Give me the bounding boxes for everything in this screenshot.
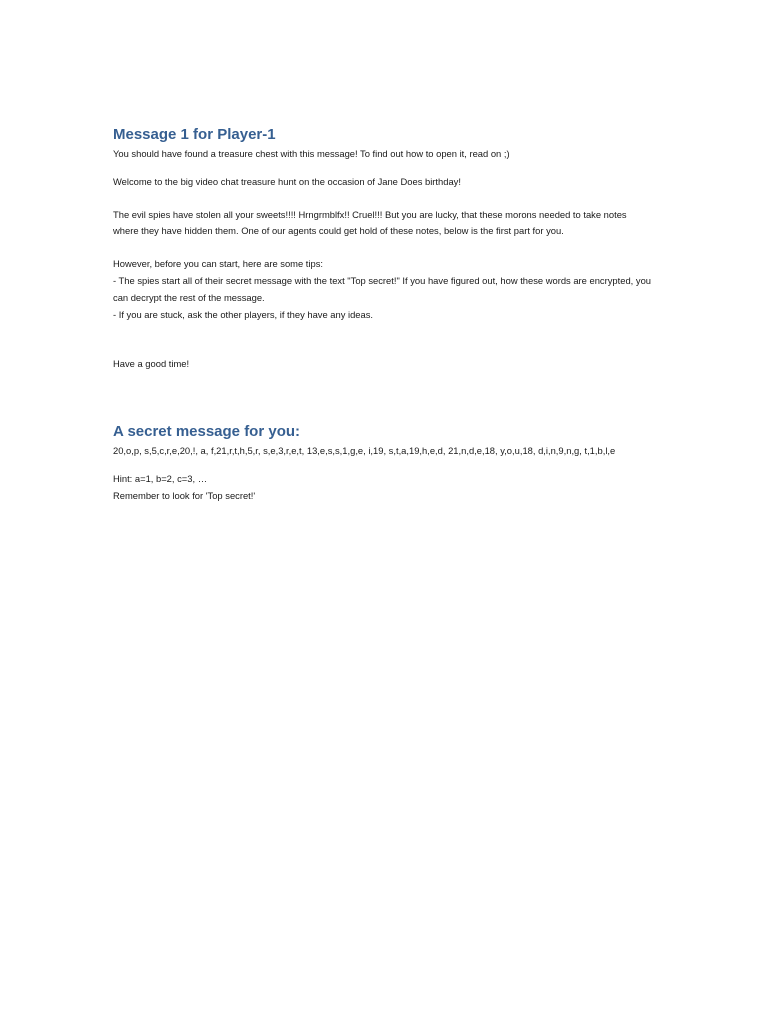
tip-item-2: - If you are stuck, ask the other players, if they have any ideas. (113, 308, 374, 320)
message-title: Message 1 for Player-1 (113, 126, 276, 143)
document-page (113, 124, 653, 505)
secret-code: 20,o,p, s,5,c,r,e,20,!, a, f,21,r,t,h,5,r, s,e,3,r,e,t, 13,e,s,s,1,g,e, i,19, s,t,a,19,h,e,d, 21,n,d,e,18, y,o,u,18, d,i,n,9,n,g, t,1,b,l,e (113, 445, 616, 457)
secret-heading: A secret message for you: (113, 423, 301, 441)
tips-block (113, 256, 653, 323)
hint-line-1: Hint: a=1, b=2, c=3, … (113, 472, 208, 484)
welcome-paragraph: Welcome to the big video chat treasure hunt on the occasion of Jane Does birthday! (113, 175, 461, 187)
tips-intro: However, before you can start, here are some tips: (113, 258, 323, 270)
hint-block (113, 471, 653, 505)
hint-line-2: Remember to look for 'Top secret!' (113, 489, 256, 501)
farewell-paragraph: Have a good time! (113, 358, 190, 370)
intro-paragraph: You should have found a treasure chest with this message! To find out how to open it, read on ;) (113, 148, 510, 159)
story-paragraph: The evil spies have stolen all your sweets!!!! Hrngrmblfx!! Cruel!!! But you are lucky, that these morons needed to take notes where they have hidden them. One of our agents could get hold of these notes, below is the first part for you. (113, 208, 627, 237)
tip-item-1: - The spies start all of their secret message with the text "Top secret!" If you have figured out, how these words are encrypted, you can decrypt the rest of the message. (113, 274, 651, 303)
